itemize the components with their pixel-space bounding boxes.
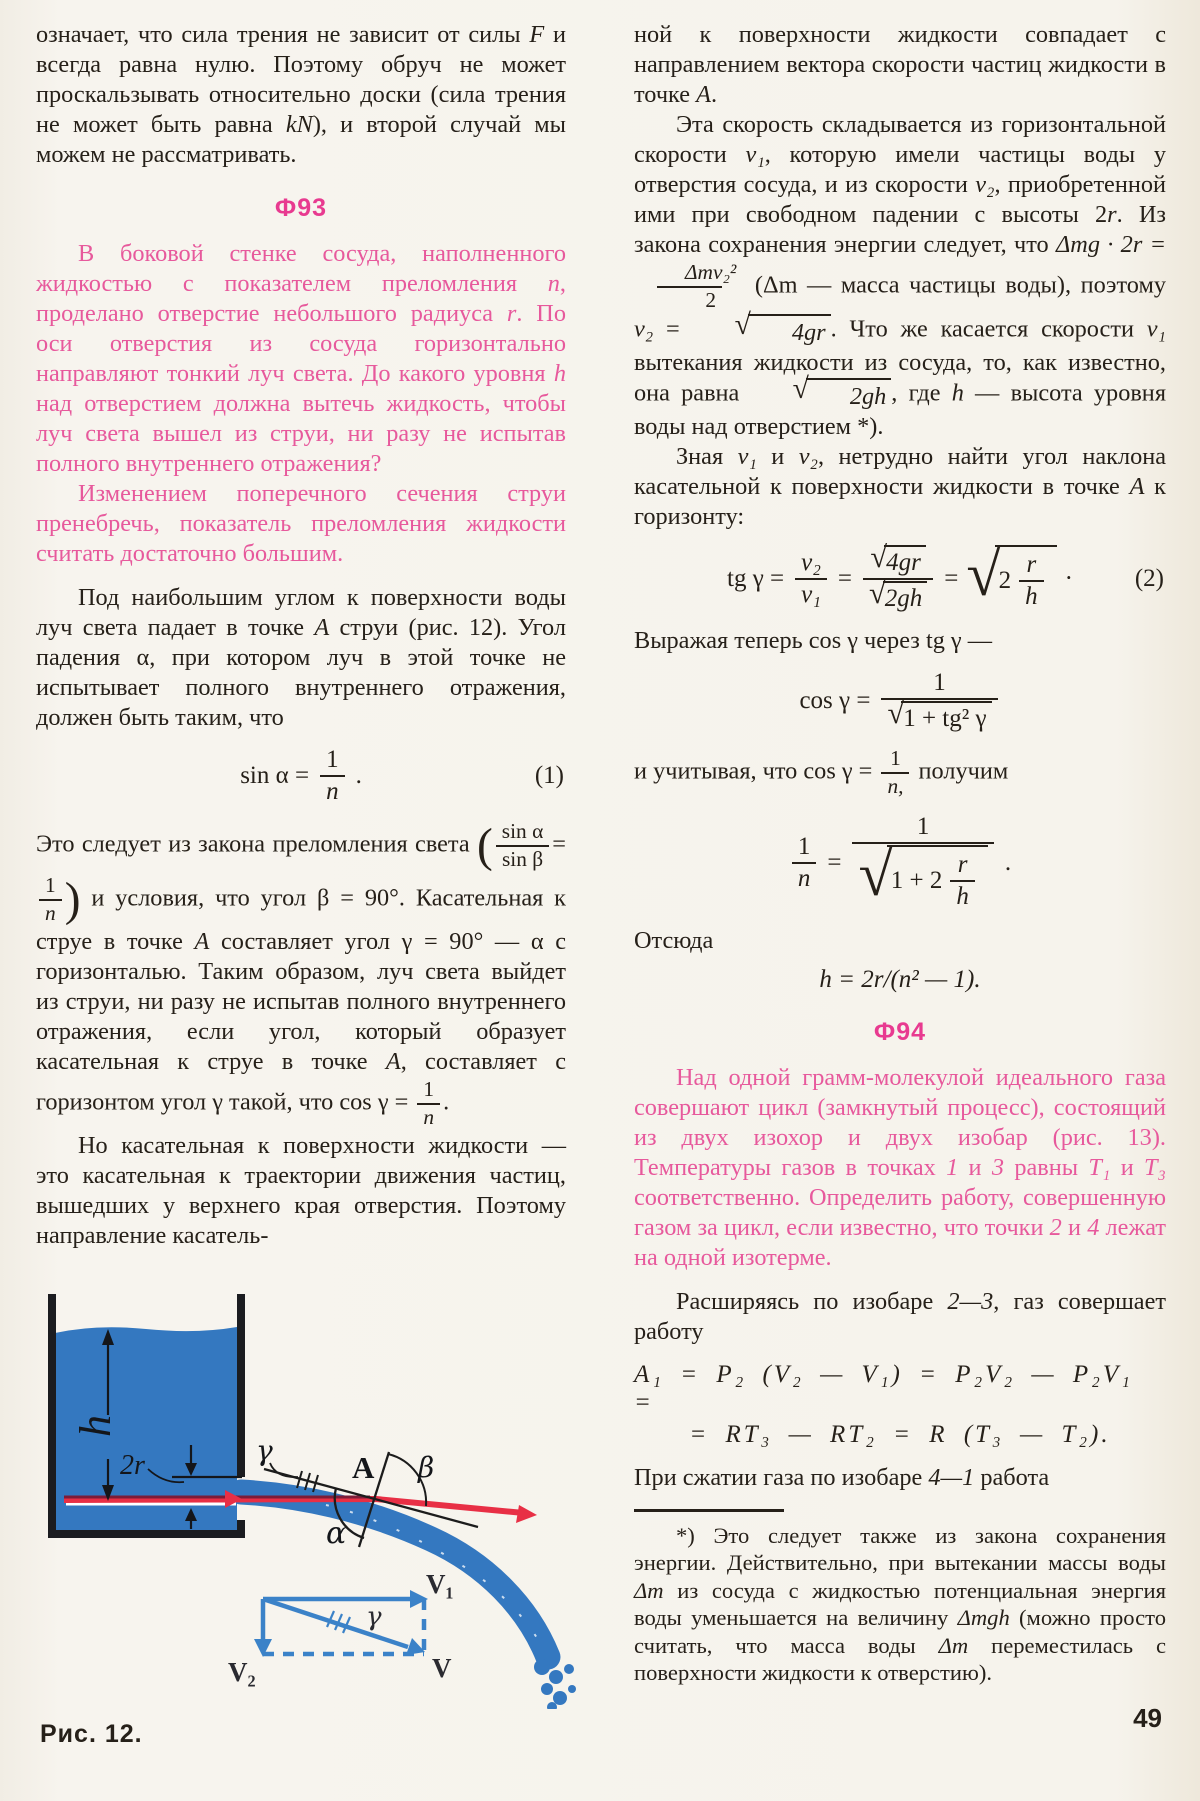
gamma-small-label: γ [366, 1601, 382, 1632]
fraction [881, 746, 909, 800]
radical-sign: √ [792, 372, 809, 405]
math-part: r [1026, 550, 1037, 578]
math-part: 4gr [884, 545, 926, 577]
math-part [852, 839, 993, 914]
radical-sign: √ [887, 695, 905, 730]
text-run: h [553, 360, 566, 387]
text-run: 4—1 [928, 1463, 975, 1491]
v-label: V [432, 1652, 452, 1683]
v2-label: V₂ [228, 1656, 256, 1687]
math-part: 1 [423, 1076, 435, 1101]
text-run: ной к поверхности жидкости совпадает с направлением вектора скорости частиц жидкости в точке [634, 21, 1166, 108]
equation-cos-gamma [634, 668, 1166, 734]
math-part: n [417, 1103, 440, 1131]
radical-sign: √ [734, 308, 751, 341]
text-run: получим [912, 757, 1009, 785]
math-part: 1 + tg² γ [901, 701, 991, 733]
math-part: h [1019, 580, 1044, 612]
text-run: Выражая теперь cos γ через tg γ — [634, 626, 993, 654]
math-part: cos γ = [799, 686, 871, 714]
ray-arrowhead-end [516, 1505, 537, 1523]
radical [693, 308, 831, 348]
gamma-label: γ [256, 1433, 273, 1467]
math-part: = [944, 564, 959, 592]
text-run: и учитывая, что cos γ = [634, 757, 879, 785]
text-run: A [1129, 472, 1145, 500]
figure-caption: Рис. 12. [40, 1719, 143, 1748]
radical [870, 539, 925, 577]
text-run: и [1061, 1213, 1088, 1241]
paragraph [36, 583, 566, 733]
text-run [443, 1088, 449, 1115]
paragraph [36, 819, 566, 1131]
paragraph [634, 1287, 1166, 1347]
liquid-stream [241, 1492, 548, 1657]
text-run: . [443, 1088, 450, 1116]
text-run: к горизонту: [634, 472, 1166, 530]
text-run: v₁ [1146, 315, 1166, 343]
text-run [634, 111, 1166, 258]
math-part: sin α [501, 819, 544, 843]
fraction [320, 745, 345, 807]
math-part: 2 [998, 566, 1012, 594]
fraction [863, 539, 933, 614]
paragraph [634, 442, 1166, 532]
text-run: v₂ [975, 171, 995, 198]
text-run: Δmgh [957, 1605, 1010, 1631]
text-run: Но касательная к поверхности жидкости — это касательная к траектории движения частиц, вышедших у верхнего края отверстия. Поэтому направление касатель- [36, 1131, 566, 1249]
text-run: (Δm — масса частицы воды), поэтому [745, 271, 1166, 299]
text-run: 1 [946, 1153, 959, 1181]
text-run: Это следует из закона преломления света [36, 830, 478, 858]
paragraph [36, 1131, 566, 1251]
text-run: и [756, 442, 799, 470]
v-vector [263, 1599, 408, 1647]
text-run: , нетрудно найти угол наклона касательной к поверхности жидкости в точке [634, 442, 1167, 500]
radical [751, 372, 892, 412]
text-run: T₃ [1144, 1153, 1167, 1181]
paragraph [634, 20, 1166, 110]
text-run: струи (рис. 12). Угол падения α, при котором луч в этой точке не испытывает полного внутреннего отражения, должен быть таким, что [36, 614, 566, 731]
text-run: Отсюда [634, 926, 714, 954]
text-run: равны [1004, 1153, 1089, 1181]
text-run: над отверстием должна вытечь жидкость, чтобы луч света вышел из струи, ни разу не испытав полного внутреннего отражения? [36, 390, 566, 477]
fraction [1019, 550, 1044, 612]
text-run: , где [891, 379, 952, 407]
math-part: tg γ = [727, 564, 785, 592]
text-run: v₂ [798, 442, 818, 470]
text-run [634, 757, 878, 784]
math-part: 1 [45, 872, 56, 897]
radical [887, 695, 991, 733]
text-run: — высота уровня воды над отверстием *). [634, 379, 1166, 440]
text-run: составляет угол γ = 90° — α с горизонталью. Таким образом, луч света выйдет из струи, ни разу не испытав полного внутреннего отражения, если угол, который образует касательная к струе в точке [36, 927, 567, 1075]
text-run: v₁ [745, 141, 765, 168]
text-run: A [385, 1047, 401, 1075]
math-part: v₁ [795, 578, 827, 610]
math-part [864, 539, 931, 578]
paragraph [634, 626, 1166, 656]
text-run: . Что же касается скорости [830, 315, 1147, 343]
fraction [881, 668, 997, 734]
paragraph [634, 110, 1166, 442]
math-part: n [320, 775, 345, 807]
math-part: 2gh [883, 581, 928, 613]
vessel-left-wall [48, 1294, 56, 1538]
footnote-rule [634, 1509, 784, 1512]
text-run: из сосуда с жидкостью потенциальная энергия воды уменьшается на величину [634, 1577, 1166, 1631]
paren-close: ) [64, 873, 81, 926]
text-run: n [547, 270, 560, 297]
problem-statement [634, 1063, 1166, 1273]
equation-h-result [634, 966, 1166, 994]
point-a-label: A [352, 1449, 375, 1485]
radical-sign: √ [966, 539, 1001, 610]
radical-sign: √ [869, 575, 886, 610]
math-part: 2 [657, 286, 722, 314]
math-part [995, 545, 1057, 613]
radical [858, 839, 987, 913]
text-run: . По оси отверстия из сосуда горизонтально направляют тонкий луч света. До какого уровня [36, 300, 566, 387]
equation-2 [634, 539, 1166, 614]
text-run [36, 884, 566, 1115]
math-part: = [837, 564, 852, 592]
text-run: A [314, 614, 330, 641]
fraction [852, 812, 993, 914]
text-run: . [710, 81, 718, 108]
text-run: означает, что сила трения не зависит от силы [36, 21, 530, 48]
math-part: . [1004, 848, 1012, 876]
alpha-label: α [326, 1515, 347, 1551]
2r-label: 2r [120, 1449, 145, 1481]
fraction [950, 850, 975, 912]
fraction [792, 832, 817, 894]
radical [966, 539, 1056, 613]
math-part: 2gh [806, 378, 891, 412]
math-part: sin α = [240, 762, 310, 789]
equation-a1 [634, 1361, 1166, 1449]
math-part: 1 [890, 745, 901, 770]
left-column [36, 20, 566, 1749]
text-run: и [1110, 1153, 1145, 1181]
text-run: Изменением поперечного сечения струи пренебречь, показатель преломления жидкости считать достаточно большим. [36, 480, 566, 567]
paragraph [36, 20, 566, 170]
text-run: лежат на одной изотерме. [634, 1213, 1167, 1271]
fraction [39, 873, 62, 927]
text-run: ), и второй случай мы можем не рассматривать. [36, 111, 567, 168]
text-run: Δm [938, 1632, 969, 1658]
v1-label: V₁ [426, 1568, 454, 1599]
fraction [795, 548, 827, 610]
text-run: Δmg · 2r = [1056, 231, 1166, 258]
text-run: , газ совершает работу [634, 1287, 1166, 1345]
vessel-bottom [48, 1530, 245, 1538]
text-run: и всегда равна нулю. Поэтому обруч не может проскальзывать относительно доски (сила трения не может быть равна [36, 21, 566, 138]
paragraph [634, 746, 1166, 800]
text-run: Δm [634, 1577, 664, 1603]
fraction [637, 260, 742, 314]
figure-12 [36, 1277, 566, 1749]
text-run: v₁ [737, 442, 757, 470]
text-run: 4 [1087, 1213, 1100, 1241]
text-run: , составляет с горизонтом угол γ такой, что cos γ = [36, 1047, 566, 1116]
math-part: A₁ = P₂ (V₂ — V₁) = P₂V₂ — P₂V₁ = [634, 1360, 1133, 1416]
text-run: вытекания жидкости из сосуда, то, как известно, она равна [634, 348, 1166, 407]
footnote [634, 1522, 1166, 1687]
math-part: 4gr [748, 314, 831, 348]
h-label: h [71, 1414, 120, 1437]
text-run: *) Это следует также из закона сохранения энергии. Действительно, при вытекании массы воды [634, 1522, 1166, 1576]
right-column [634, 20, 1166, 1734]
equation-1 [36, 745, 566, 807]
figure-12-drawing [36, 1277, 596, 1709]
text-run: , приобретенной ими при свободном падении с высоты 2 [634, 171, 1166, 228]
math-part: = [552, 830, 566, 858]
text-run: r [506, 300, 517, 327]
math-part [887, 845, 988, 913]
text-run: A [194, 927, 210, 955]
text-run: . Из закона сохранения энергии следует, что [634, 201, 1166, 258]
text-run: Под наибольшим углом к поверхности воды луч света падает в точке [36, 584, 566, 641]
problem-number-f93: Ф93 [274, 194, 328, 222]
text-run: Эта скорость складывается из горизонтальной скорости [634, 111, 1166, 168]
text-run: , которую имели частицы воды у отверстия сосуда, и из скорости [634, 141, 1166, 198]
text-run: и условия, что угол β = 90°. Касательная к струе в точке [36, 884, 566, 955]
math-part: v₂ [801, 548, 821, 576]
math-part: = [827, 848, 842, 876]
text-run: h [951, 379, 964, 407]
page-number: 49 [1133, 1702, 1162, 1733]
text-run: и [958, 1153, 992, 1181]
fraction [417, 1077, 440, 1131]
text-run: r [1107, 201, 1117, 228]
text-run: работа [974, 1463, 1050, 1491]
problem-statement [36, 239, 566, 479]
paragraph [634, 926, 1166, 956]
text-run [36, 831, 477, 858]
beta-label: β [418, 1450, 435, 1484]
text-run: v₂ [634, 315, 654, 343]
problem-number-f94: Ф94 [873, 1017, 927, 1046]
math-part: n, [881, 772, 909, 800]
paren-open: ( [477, 819, 493, 872]
math-part [881, 695, 997, 734]
math-part: . [355, 762, 362, 789]
math-part: sin β [496, 845, 549, 873]
math-part: n [39, 899, 62, 927]
math-part: 1 + 2 [890, 866, 943, 894]
gamma-leader [270, 1463, 298, 1477]
equation-number: (1) [534, 762, 564, 789]
paragraph [634, 1463, 1166, 1493]
text-run: kN [285, 111, 313, 138]
text-run: 2 [1049, 1213, 1062, 1241]
text-run: переместилась с поверхности жидкости к отверстию). [634, 1632, 1166, 1686]
text-run: 2—3 [947, 1287, 994, 1315]
fraction [496, 819, 550, 873]
math-part: h = 2r/(n² — 1). [819, 965, 981, 993]
radical-sign: √ [858, 839, 893, 910]
text-run: A [696, 81, 711, 108]
text-run: = [653, 315, 693, 343]
text-run: T₁ [1088, 1153, 1111, 1181]
vessel-right-wall [237, 1294, 245, 1477]
math-part: 1 [326, 746, 339, 773]
math-part: 1 [933, 668, 946, 696]
text-run [912, 757, 1008, 784]
math-part: n [792, 862, 817, 894]
problem-note [36, 479, 566, 569]
text-run: Зная [676, 442, 738, 470]
equation-1-over-n [634, 812, 1166, 914]
text-run: соответственно. Определить работу, совершенную газом за цикл, если известно, что точки [634, 1183, 1166, 1241]
math-part [863, 575, 933, 614]
vector-diagram [263, 1599, 424, 1654]
text-run: Над одной грамм-молекулой идеального газа совершают цикл (замкнутый процесс), состоящий из двух изохор и двух изобар (рис. 13). Температуры газов в точках [634, 1063, 1166, 1181]
text-run: (можно просто считать, что масса воды [634, 1605, 1166, 1658]
math-part: r [957, 850, 968, 878]
radical-sign: √ [870, 539, 888, 574]
radical [869, 575, 927, 613]
math-part: · [1064, 564, 1073, 592]
math-part: Δmv₂² [685, 260, 737, 284]
text-run: , проделано отверстие небольшого радиуса [36, 270, 566, 327]
math-part: = RT₃ — RT₂ = R (T₃ — T₂). [689, 1420, 1111, 1448]
math-part: 1 [916, 812, 930, 840]
text-run: F [529, 21, 545, 48]
equation-number: (2) [1134, 564, 1164, 592]
text-run: 3 [991, 1153, 1005, 1181]
text-run: Расширяясь по изобаре [676, 1287, 948, 1315]
math-part: h [950, 880, 975, 912]
text-run: В боковой стенке сосуда, наполненного жидкостью с показателем преломления [36, 240, 566, 297]
math-part: 1 [797, 832, 811, 860]
text-run: При сжатии газа по изобаре [634, 1463, 929, 1491]
